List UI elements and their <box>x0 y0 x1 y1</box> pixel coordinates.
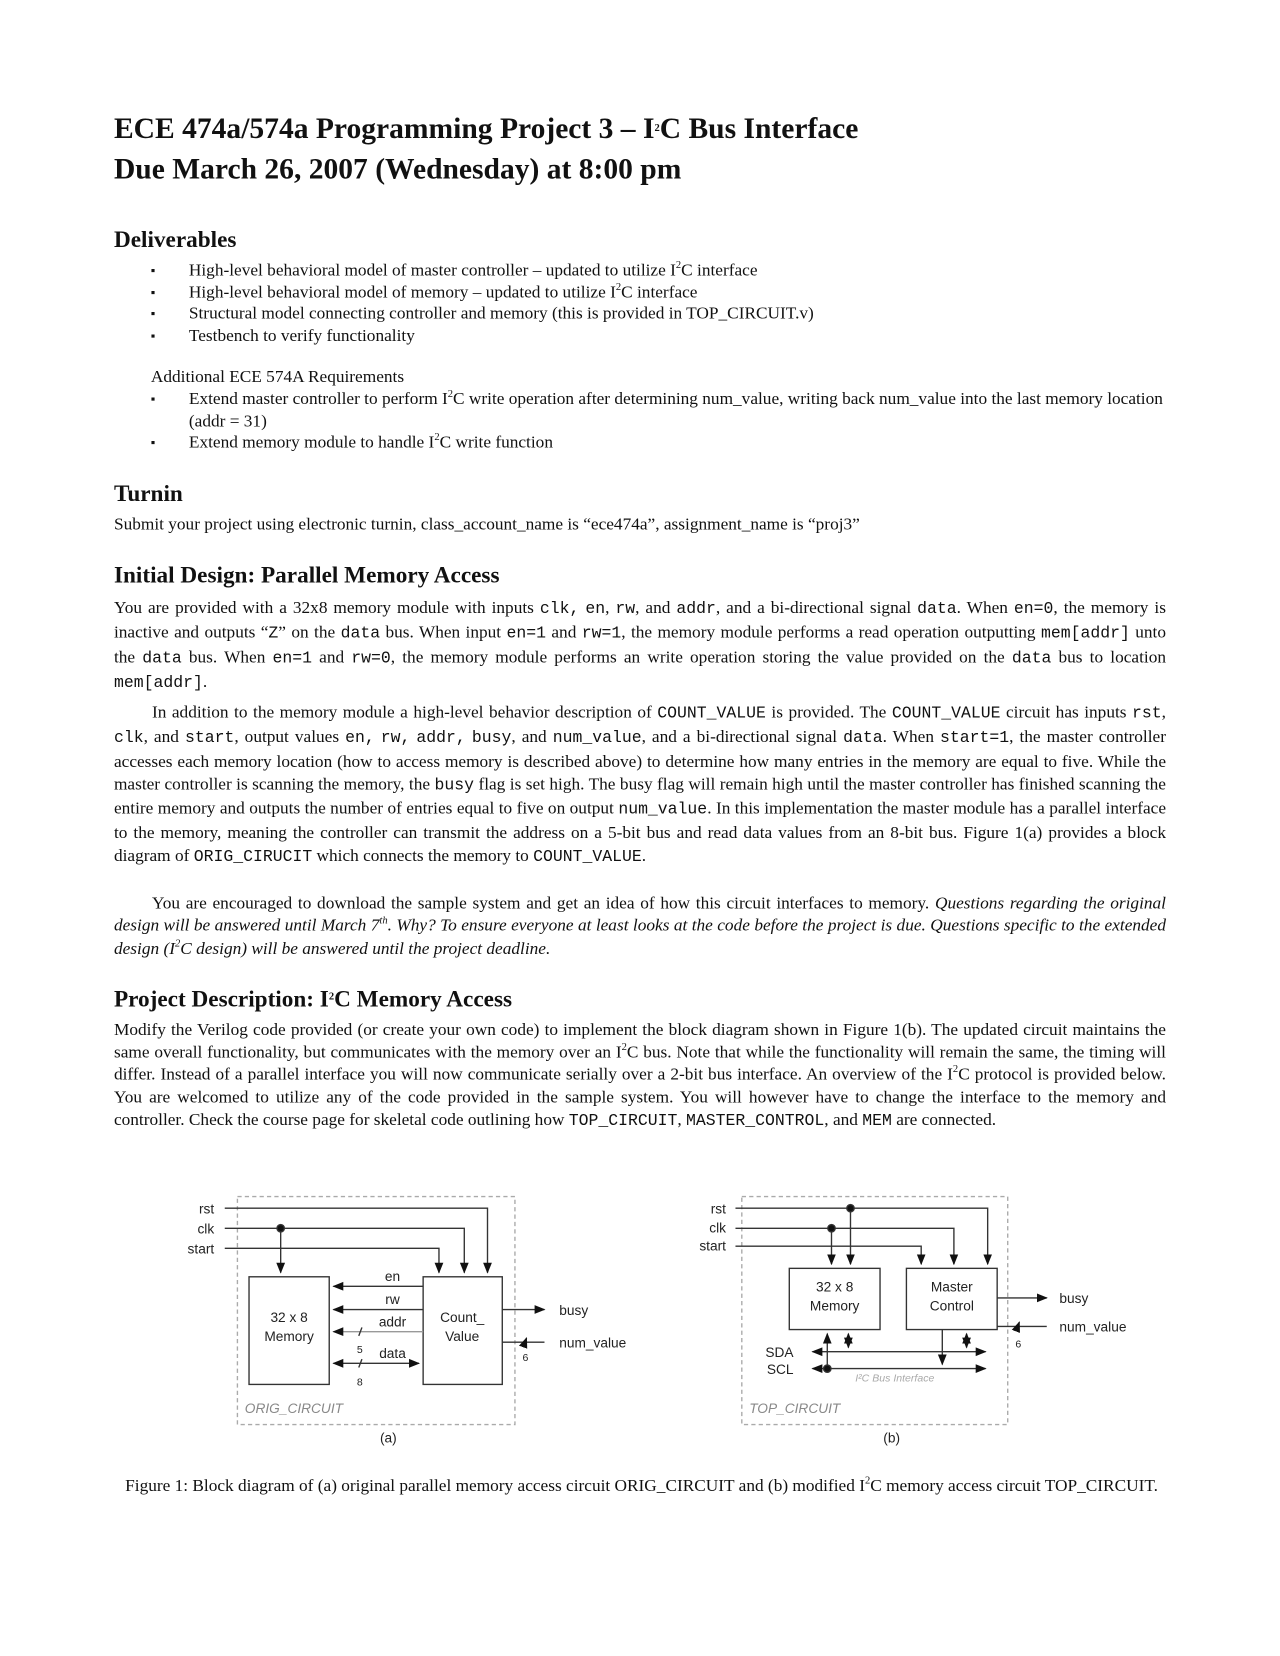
code-text: rst <box>1132 703 1162 723</box>
superscript: 2 <box>434 431 440 444</box>
code-text: en, <box>345 728 375 748</box>
figure-b-label: (b) <box>883 1430 901 1446</box>
code-text: en=1 <box>506 624 547 644</box>
text-run: C memory access circuit TOP_CIRCUIT. <box>870 1475 1158 1496</box>
start-wire <box>225 1248 439 1272</box>
rst-label: rst <box>198 1201 215 1217</box>
text-run: C Bus Interface <box>659 112 859 146</box>
turnin-text: Submit your project using electronic turnin, class_account_name is “ece474a”, assignment_name is “proj3” <box>113 513 860 534</box>
code-text: mem[addr] <box>1040 624 1130 644</box>
code-text: rw, <box>380 728 411 748</box>
text-run: bus. When <box>181 646 273 667</box>
num-value-label: num_value <box>1059 1319 1127 1335</box>
code-text: clk <box>113 728 144 748</box>
num-width: 6 <box>522 1352 529 1365</box>
text-run: , the memory is inactive and outputs “ <box>113 597 1166 642</box>
rst-wire <box>735 1208 987 1264</box>
memory-label-2: Memory <box>809 1298 860 1314</box>
code-text: clk, <box>539 599 580 619</box>
bullet-icon: ▪ <box>150 262 156 278</box>
superscript: 2 <box>174 937 181 950</box>
text-run: , the memory module performs an write operation storing the value provided on the <box>390 646 1012 667</box>
master-label-1: Master <box>930 1279 973 1295</box>
text-run: , and <box>635 597 677 618</box>
italic-text: . Why? To ensure everyone at least looks at the code before the project is due. Questions specific to the extended design (I <box>113 915 1166 958</box>
num-value-wire <box>502 1338 544 1346</box>
code-text: rw=1 <box>581 624 622 644</box>
code-text: data <box>843 728 883 748</box>
text-run: , the memory module performs a read operation outputting <box>621 621 1041 642</box>
text-run: circuit has inputs <box>1000 701 1133 722</box>
code-text: addr, <box>416 728 466 748</box>
superscript: 2 <box>675 259 682 272</box>
text-run: and <box>546 621 582 642</box>
code-text: rw=0 <box>351 648 391 668</box>
text-run: High-level behavioral model of master controller – updated to utilize I <box>188 259 676 280</box>
text-run: . When <box>956 597 1014 618</box>
count-label-1: Count_ <box>440 1310 485 1326</box>
busy-label: busy <box>1059 1291 1089 1307</box>
text-run: , and <box>511 726 553 747</box>
start-label: start <box>187 1241 215 1257</box>
clk-label: clk <box>197 1221 215 1237</box>
text-run: , the master controller accesses each memory location (how to access memory is described above) to determine how many entries in the memory are equal to five. While the master controller is scanning the memory, the <box>113 726 1166 794</box>
text-run: Extend master controller to perform I <box>188 388 448 409</box>
text-run: unto the <box>113 621 1166 667</box>
text-run: You are provided with a 32x8 memory module with inputs <box>113 597 540 618</box>
code-text: data <box>917 599 957 619</box>
text-run: C protocol is provided below. You are welcomed to utilize any of the code provided in the sample system. You will however have to change the interface to the memory and controller. Check the course page for skeletal code outlining how <box>113 1064 1167 1129</box>
rst-label: rst <box>710 1201 726 1217</box>
clk-wire <box>225 1228 465 1272</box>
text-run: , and <box>824 1108 863 1129</box>
text-run: High-level behavioral model of memory – updated to utilize I <box>188 281 616 302</box>
code-text: start=1 <box>940 728 1010 748</box>
bullet-icon: ▪ <box>150 434 156 450</box>
code-text: busy <box>471 728 512 748</box>
bullet-icon: ▪ <box>150 391 156 407</box>
text-run: bus to location <box>1051 646 1166 667</box>
additional-heading: Additional ECE 574A Requirements <box>150 366 405 387</box>
num-value-label: num_value <box>559 1335 627 1351</box>
text-run: , <box>1161 701 1166 722</box>
text-run: You are encouraged to download the sample system and get an idea of how this circuit interfaces to memory. <box>151 892 935 913</box>
text-run: is provided. The <box>765 701 892 722</box>
superscript: 2 <box>952 1064 959 1076</box>
text-run: C bus. Note that while the functionality will remain the same, the timing will differ. Instead of a parallel interface you will now communicate serially over a 2-bit bus interface. An overview of the I <box>113 1041 1166 1085</box>
num-width: 6 <box>1015 1338 1022 1351</box>
text-run: Extend memory module to handle I <box>188 431 435 452</box>
text-run: Project Description: I <box>113 985 329 1012</box>
code-text: COUNT_VALUE <box>891 703 1001 723</box>
text-run: flag is set high. The busy flag will remain high until the master controller has finished scanning the entire memory and outputs the number of entries equal to five on output <box>113 773 1166 818</box>
bullet-icon: ▪ <box>150 327 156 343</box>
text-run: ” on the <box>278 621 341 642</box>
code-text: en=1 <box>272 648 313 668</box>
scl-label: SCL <box>766 1361 794 1377</box>
superscript: 2 <box>654 122 660 135</box>
bullet-icon: ▪ <box>150 306 156 321</box>
italic-text: C design) will be answered until the project deadline. <box>180 937 551 958</box>
code-text: start <box>184 728 235 748</box>
text-run: . <box>202 671 208 692</box>
data-width: 8 <box>356 1376 363 1389</box>
code-text: data <box>142 648 182 668</box>
top-circuit-label: TOP_CIRCUIT <box>749 1400 841 1416</box>
text-run: , and <box>143 726 185 747</box>
text-run: In addition to the memory module a high-level behavior description of <box>151 701 658 722</box>
code-text: data <box>1011 648 1052 668</box>
text-run: Testbench to verify functionality <box>188 324 415 345</box>
text-run: C interface <box>621 281 698 302</box>
text-run: which connects the memory to <box>312 844 534 866</box>
code-text: addr <box>676 599 716 619</box>
rst-wire <box>225 1208 488 1272</box>
text-run: Figure 1: Block diagram of (a) original parallel memory access circuit ORIG_CIRCUIT and (b) modified I <box>125 1475 865 1496</box>
num-value-wire <box>997 1322 1047 1330</box>
deliverables-heading: Deliverables <box>113 225 237 253</box>
bullet-icon: ▪ <box>150 284 156 300</box>
italic-text: Questions regarding the original design will be answered until March 7 <box>113 892 1166 936</box>
code-text: en <box>585 599 606 619</box>
start-label: start <box>699 1238 726 1254</box>
code-text: MEM <box>862 1110 892 1130</box>
superscript: 2 <box>621 1041 627 1054</box>
code-text: rw <box>615 599 636 619</box>
text-run: C write function <box>439 431 553 452</box>
figure-b-top-circuit <box>735 1197 1046 1425</box>
superscript: 2 <box>615 281 622 293</box>
text-run: , and a bi-directional signal <box>715 597 918 618</box>
text-run: C interface <box>681 259 758 280</box>
text-run: . In this implementation the master module has a parallel interface to the memory, meaning the controller can transmit the address on a 5-bit bus and read data values from an 8-bit bus. Figure 1(a) provides a block diagram of <box>113 797 1167 866</box>
turnin-heading: Turnin <box>113 480 183 507</box>
code-text: num_value <box>552 728 642 748</box>
code-text: mem[addr] <box>113 673 203 693</box>
text-run: C write operation after determining num_value, writing back num_value into the last memory location (addr = 31) <box>188 388 1163 431</box>
code-text: TOP_CIRCUIT <box>568 1110 678 1130</box>
code-text: MASTER_CONTROL <box>686 1110 825 1130</box>
addr-width: 5 <box>356 1343 363 1356</box>
initial-design-heading: Initial Design: Parallel Memory Access <box>113 561 500 588</box>
code-text: ORIG_CIRUCIT <box>193 847 313 867</box>
text-run: , output values <box>234 726 346 747</box>
code-text: COUNT_VALUE <box>657 703 766 723</box>
en-label: en <box>384 1269 401 1285</box>
title-line-2: Due March 26, 2007 (Wednesday) at 8:00 pm <box>113 153 682 186</box>
text-run: C Memory Access <box>334 985 513 1012</box>
text-run: . <box>641 844 647 866</box>
text-run: are connected. <box>891 1108 997 1129</box>
memory-label-1: 32 x 8 <box>270 1310 308 1326</box>
figure-a-label: (a) <box>379 1430 397 1446</box>
text-run: Structural model connecting controller and memory (this is provided in TOP_CIRCUIT.v) <box>188 303 814 324</box>
orig-circuit-label: ORIG_CIRCUIT <box>244 1400 344 1416</box>
superscript: 2 <box>447 388 454 400</box>
master-label-2: Control <box>929 1298 974 1314</box>
rw-label: rw <box>385 1292 400 1308</box>
text-run: bus. When input <box>380 621 507 642</box>
figure-caption <box>114 1474 1169 1496</box>
superscript: 2 <box>864 1475 871 1487</box>
text-run: . When <box>882 726 941 747</box>
text-run: and <box>312 646 352 667</box>
text-run: ECE 474a/574a Programming Project 3 – I <box>113 112 655 146</box>
text-run: Modify the Verilog code provided (or create your own code) to implement the block diagram shown in Figure 1(b). The updated circuit maintains the same overall functionality, but communicates with the memory over an I <box>113 1019 1166 1062</box>
text-run: , <box>605 597 616 618</box>
addr-label: addr <box>378 1314 407 1330</box>
code-text: busy <box>434 775 474 795</box>
clk-label: clk <box>709 1220 726 1236</box>
count-label-2: Value <box>445 1329 480 1345</box>
code-text: Z <box>268 624 279 644</box>
sda-label: SDA <box>765 1344 794 1360</box>
bus-interface-label: I²C Bus Interface <box>855 1372 935 1385</box>
code-text: num_value <box>618 800 708 820</box>
start-wire <box>735 1246 921 1264</box>
code-text: data <box>340 624 381 644</box>
superscript: 2 <box>328 990 335 1003</box>
code-text: COUNT_VALUE <box>533 847 642 867</box>
memory-label-2: Memory <box>264 1329 314 1345</box>
data-label: data <box>379 1346 406 1362</box>
junction-dot <box>277 1225 284 1232</box>
busy-label: busy <box>559 1302 589 1318</box>
text-run: , <box>677 1108 687 1129</box>
memory-label-1: 32 x 8 <box>815 1279 854 1295</box>
superscript: th <box>379 915 388 927</box>
text-run: , and a bi-directional signal <box>641 726 844 747</box>
code-text: en=0 <box>1013 599 1054 619</box>
